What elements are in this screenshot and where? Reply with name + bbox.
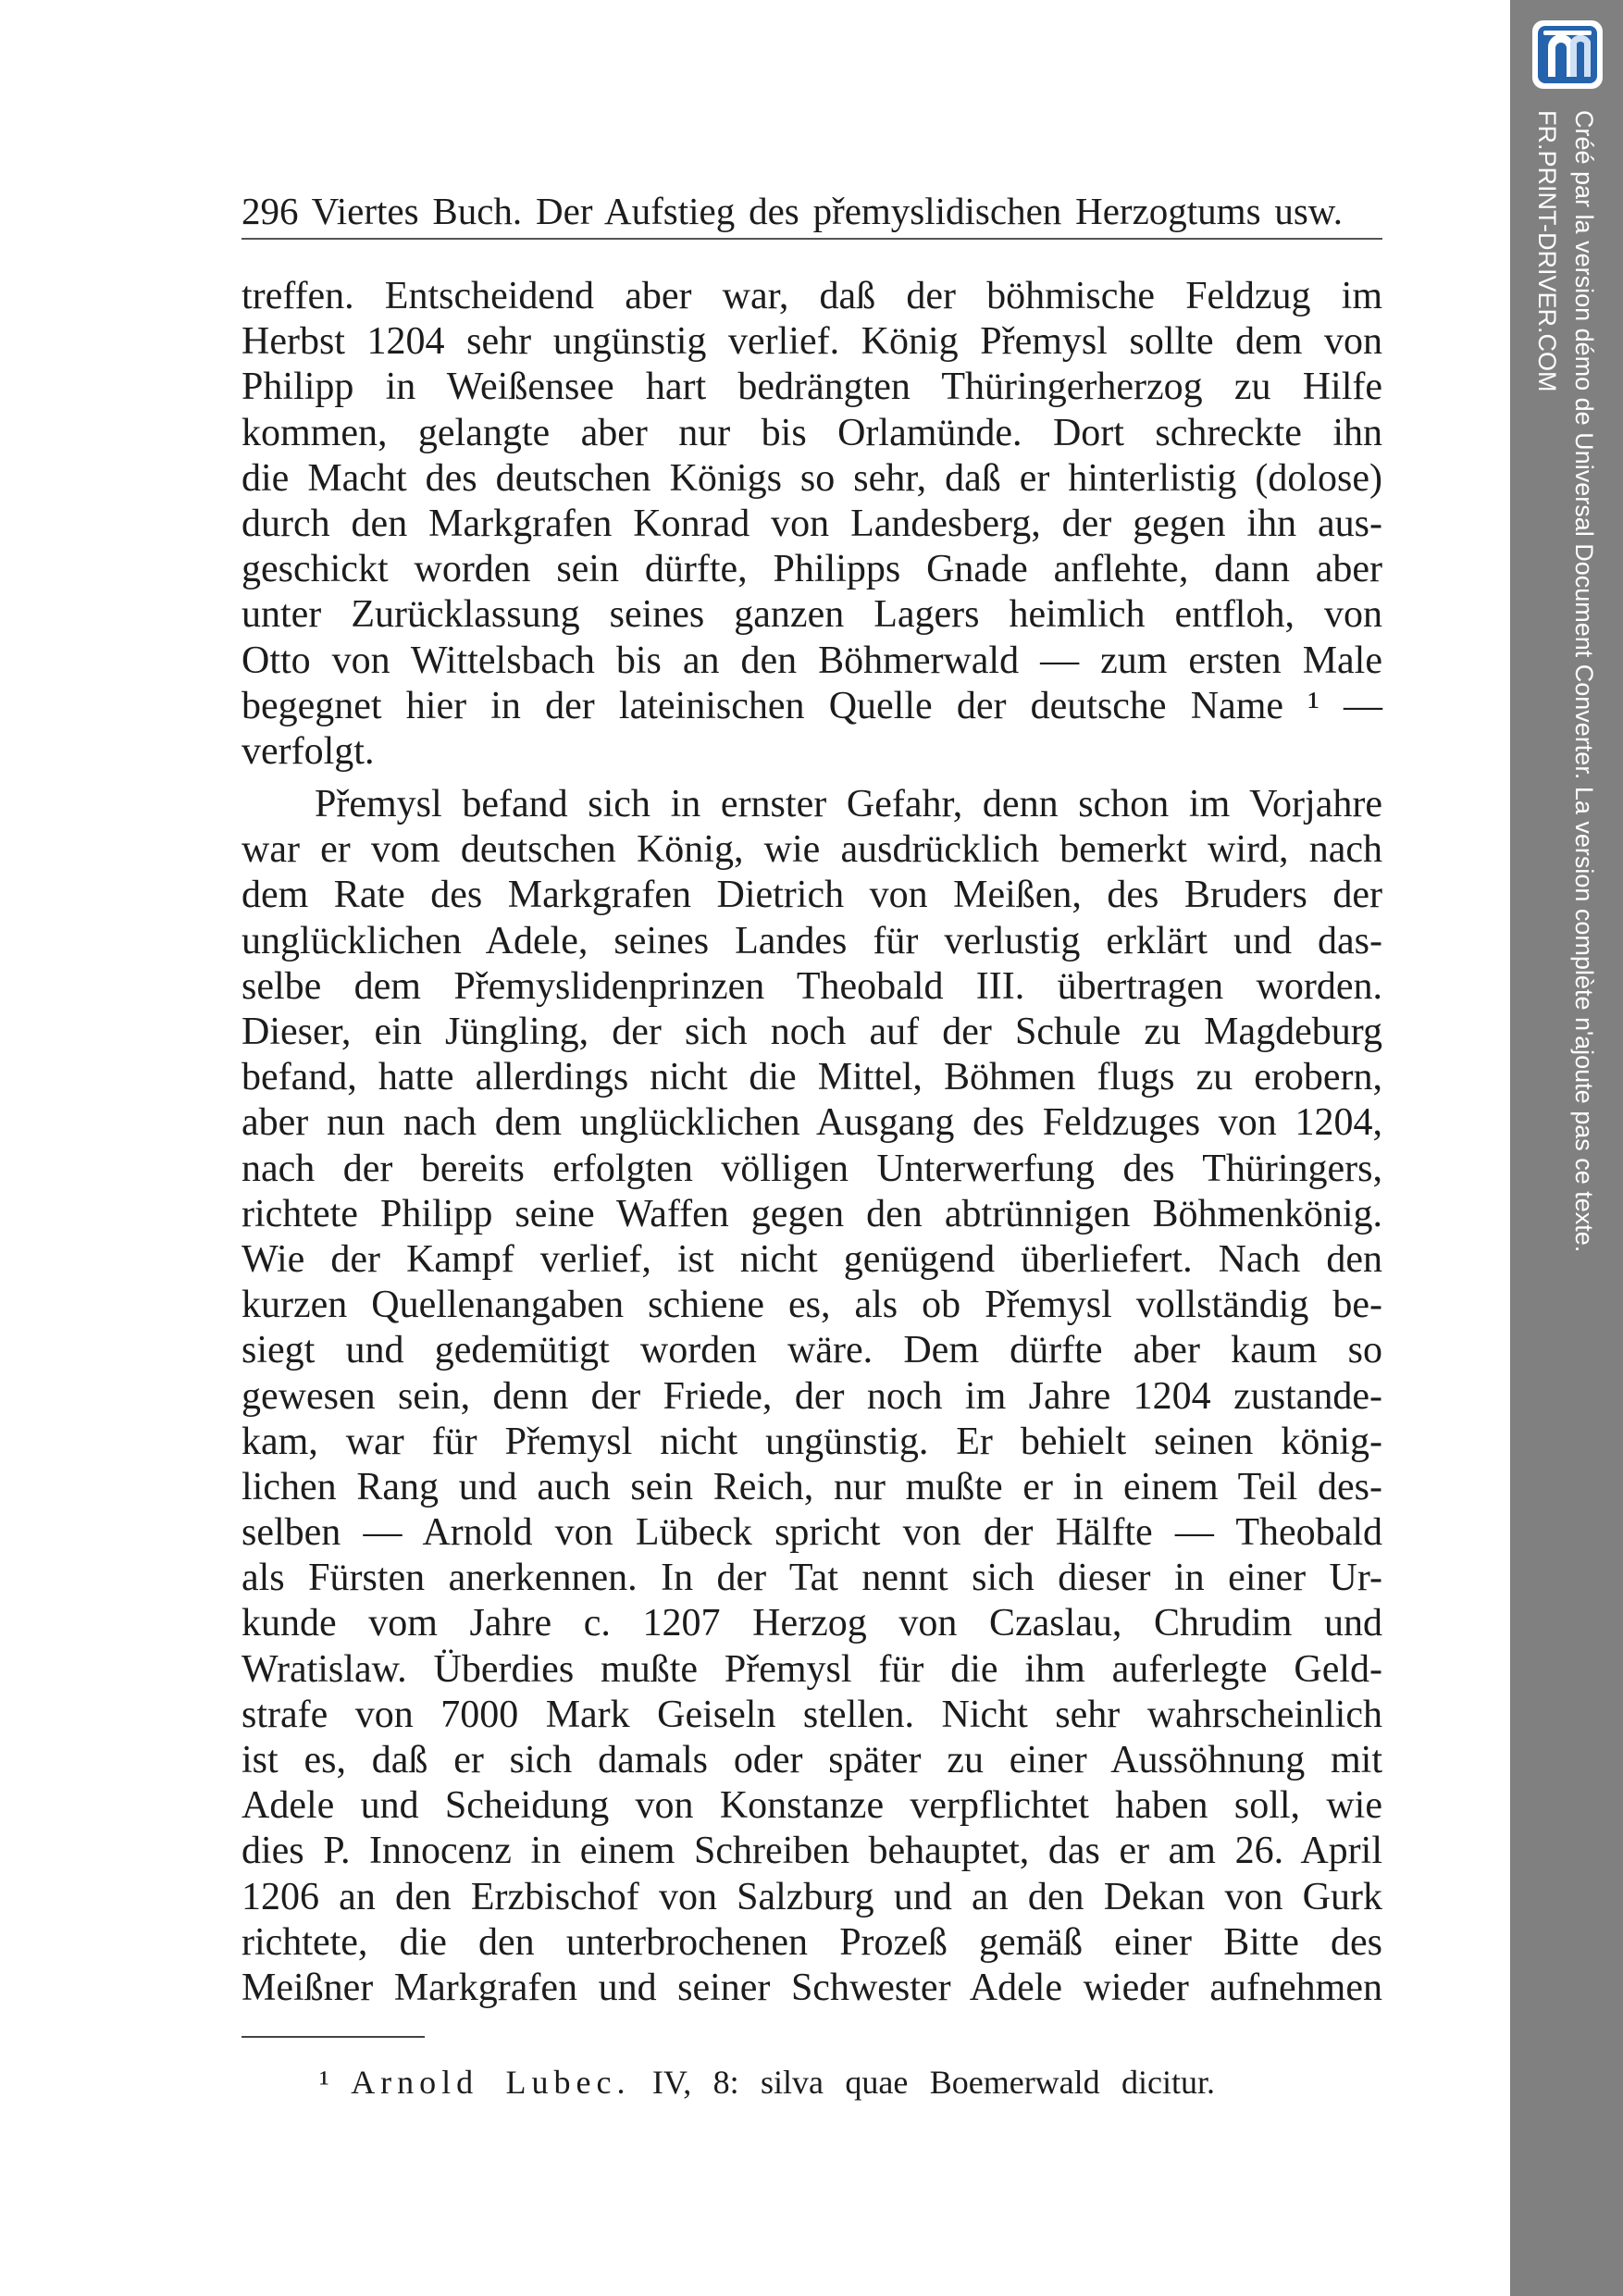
footnote-source: Arnold Lubec. — [351, 2064, 631, 2101]
footnote-marker: ¹ — [319, 2064, 329, 2101]
text-line: richtete Philipp seine Waffen gegen den abtrünnigen Böhmenkönig. — [242, 1192, 1382, 1235]
text-line: nach der bereits erfolgten völligen Unterwerfung des Thüringers, — [242, 1147, 1382, 1190]
text-line: selbe dem Přemyslidenprinzen Theobald III. übertragen worden. — [242, 964, 1382, 1008]
text-line: ist es, daß er sich damals oder später zu einer Aussöhnung mit — [242, 1739, 1382, 1781]
text-line: befand, hatte allerdings nicht die Mittel, Böhmen flugs zu erobern, — [242, 1056, 1382, 1099]
text-line: Otto von Wittelsbach bis an den Böhmerwald — zum ersten Male — [242, 639, 1382, 682]
text-line: siegt und gedemütigt worden wäre. Dem dürfte aber kaum so — [242, 1329, 1382, 1372]
text-line: treffen. Entscheidend aber war, daß der böhmische Feldzug im — [242, 275, 1382, 317]
text-line: selben — Arnold von Lübeck spricht von der Hälfte — Theobald — [242, 1511, 1382, 1555]
text-line: gewesen sein, denn der Friede, der noch im Jahre 1204 zustande- — [242, 1374, 1382, 1418]
text-line: dies P. Innocenz in einem Schreiben behauptet, das er am 26. April — [242, 1830, 1382, 1873]
text-line: Přemysl befand sich in ernster Gefahr, denn schon im Vorjahre — [315, 783, 1382, 826]
text-line: durch den Markgrafen Konrad von Landesberg, der gegen ihn aus- — [242, 502, 1382, 545]
text-line: aber nun nach dem unglücklichen Ausgang des Feldzuges von 1204, — [242, 1101, 1382, 1145]
body-text — [242, 274, 1382, 2011]
paragraph-2 — [242, 782, 1382, 2011]
text-line: verfolgt. — [242, 729, 375, 773]
paragraph-1 — [242, 274, 1382, 775]
text-line: die Macht des deutschen Königs so sehr, daß er hinterlistig (dolose) — [242, 456, 1382, 500]
running-title: Viertes Buch. Der Aufstieg des přemyslidischen Herzogtums usw. — [311, 190, 1344, 232]
text-line: unglücklichen Adele, seines Landes für verlustig erklärt und das- — [242, 919, 1382, 962]
text-line: kunde vom Jahre c. 1207 Herzog von Czaslau, Chrudim und — [242, 1602, 1382, 1645]
footnote-rule — [242, 2036, 425, 2038]
text-line: Adele und Scheidung von Konstanze verpflichtet haben soll, wie — [242, 1784, 1382, 1828]
text-line: Dieser, ein Jüngling, der sich noch auf der Schule zu Magdeburg — [242, 1011, 1382, 1053]
text-line: lichen Rang und auch sein Reich, nur mußte er in einem Teil des- — [242, 1465, 1382, 1508]
page-number: 296 — [242, 190, 299, 232]
text-line: kurzen Quellenangaben schiene es, als ob Přemysl vollständig be- — [242, 1284, 1382, 1327]
text-line: kam, war für Přemysl nicht ungünstig. Er behielt seinen könig- — [242, 1420, 1382, 1463]
text-line: strafe von 7000 Mark Geiseln stellen. Nicht sehr wahrscheinlich — [242, 1693, 1382, 1736]
text-line: richtete, die den unterbrochenen Prozeß gemäß einer Bitte des — [242, 1920, 1382, 1964]
watermark-notice: Créé par la version démo de Universal Document Converter. La version complète n'ajoute pas ce texte. — [1570, 110, 1598, 1253]
footnote-text: IV, 8: silva quae Boemerwald dicitur. — [651, 2064, 1216, 2101]
text-line: Herbst 1204 sehr ungünstig verlief. König Přemysl sollte dem von — [242, 320, 1382, 364]
watermark-url: FR.PRINT-DRIVER.COM — [1533, 110, 1561, 392]
text-line: Wie der Kampf verlief, ist nicht genügend überliefert. Nach den — [242, 1237, 1382, 1281]
text-line: Philipp in Weißensee hart bedrängten Thüringerherzog zu Hilfe — [242, 366, 1382, 409]
text-line: als Fürsten anerkennen. In der Tat nennt sich dieser in einer Ur- — [242, 1557, 1382, 1600]
footnote — [319, 2064, 1215, 2101]
text-line: war er vom deutschen König, wie ausdrücklich bemerkt wird, nach — [242, 828, 1382, 872]
universal-document-converter-logo-icon — [1530, 18, 1605, 92]
text-line: dem Rate des Markgrafen Dietrich von Meißen, des Bruders der — [242, 874, 1382, 917]
text-line: geschickt worden sein dürfte, Philipps Gnade anflehte, dann aber — [242, 548, 1382, 591]
logo-graphic — [1530, 18, 1605, 92]
text-line: 1206 an den Erzbischof von Salzburg und an den Dekan von Gurk — [242, 1875, 1382, 1918]
text-line-with-footnote-ref: begegnet hier in der lateinischen Quelle der deutsche Name ¹ — — [242, 684, 1382, 727]
text-line: Wratislaw. Überdies mußte Přemysl für die ihm auferlegte Geld- — [242, 1647, 1382, 1691]
running-header — [242, 189, 1343, 234]
header-rule — [242, 238, 1382, 240]
text-line: kommen, gelangte aber nur bis Orlamünde. Dort schreckte ihn — [242, 411, 1382, 454]
text-line: unter Zurücklassung seines ganzen Lagers heimlich entfloh, von — [242, 593, 1382, 637]
text-line: Meißner Markgrafen und seiner Schwester Adele wieder aufnehmen — [242, 1966, 1382, 2009]
